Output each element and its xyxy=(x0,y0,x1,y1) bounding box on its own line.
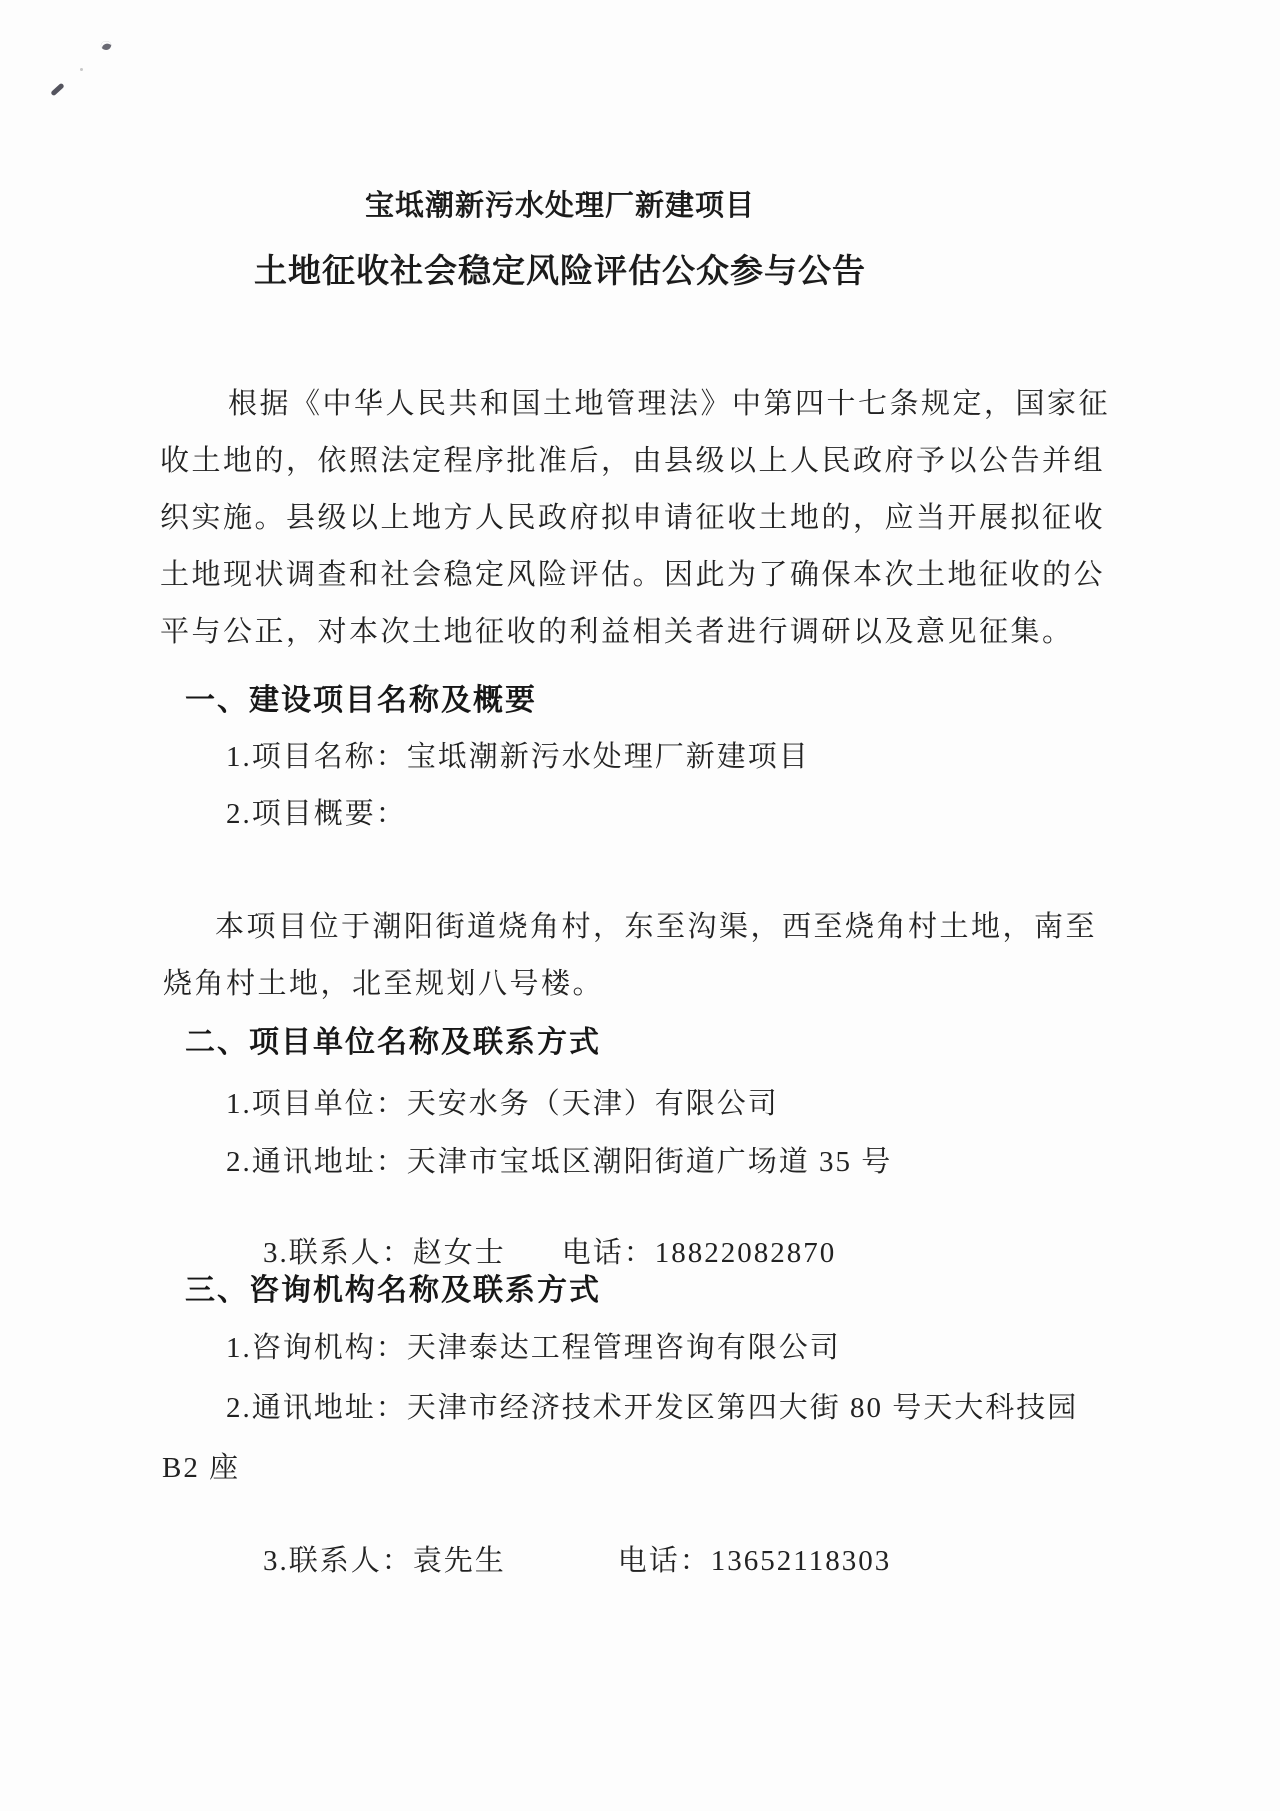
consultant-contact-person: 3.联系人：袁先生 xyxy=(263,1545,506,1578)
intro-line-1: 根据《中华人民共和国土地管理法》中第四十七条规定，国家征 xyxy=(228,388,1111,420)
ink-speck-icon xyxy=(80,68,83,71)
intro-line-5: 平与公正，对本次土地征收的利益相关者进行调研以及意见征集。 xyxy=(160,616,1074,648)
intro-line-4: 土地现状调查和社会稳定风险评估。因此为了确保本次土地征收的公 xyxy=(160,559,1106,591)
section-1-heading: 一、建设项目名称及概要 xyxy=(185,684,537,717)
intro-line-2: 收土地的，依照法定程序批准后，由县级以上人民政府予以公告并组 xyxy=(160,445,1106,477)
consultant-address-line-1: 2.通讯地址：天津市经济技术开发区第四大街 80 号天大科技园 xyxy=(226,1392,1079,1424)
section-2-heading: 二、项目单位名称及联系方式 xyxy=(185,1026,601,1059)
project-summary-line: 2.项目概要： xyxy=(226,798,407,830)
consultant-contact-phone: 电话：13652118303 xyxy=(617,1545,892,1578)
unit-address-line: 2.通讯地址：天津市宝坻区潮阳街道广场道 35 号 xyxy=(226,1146,893,1178)
consultant-name-line: 1.咨询机构：天津泰达工程管理咨询有限公司 xyxy=(226,1332,841,1364)
unit-contact-phone: 电话：18822082870 xyxy=(561,1237,837,1270)
project-unit-line: 1.项目单位：天安水务（天津）有限公司 xyxy=(226,1088,779,1120)
consultant-contact-line xyxy=(226,1512,891,1612)
document-title-line-1: 宝坻潮新污水处理厂新建项目 xyxy=(364,190,755,222)
unit-contact-person: 3.联系人：赵女士 xyxy=(263,1237,506,1270)
document-title-line-2: 土地征收社会稳定风险评估公众参与公告 xyxy=(254,254,866,290)
section-3-heading: 三、咨询机构名称及联系方式 xyxy=(185,1274,601,1307)
ink-speck-icon xyxy=(100,40,112,52)
project-name-line: 1.项目名称：宝坻潮新污水处理厂新建项目 xyxy=(226,741,810,773)
project-location-line-2: 烧角村土地，北至规划八号楼。 xyxy=(163,968,605,1000)
project-location-line-1: 本项目位于潮阳街道烧角村，东至沟渠，西至烧角村土地，南至 xyxy=(215,911,1098,943)
ink-speck-icon xyxy=(50,83,64,97)
consultant-address-line-2: B2 座 xyxy=(162,1452,241,1484)
intro-line-3: 织实施。县级以上地方人民政府拟申请征收土地的，应当开展拟征收 xyxy=(160,502,1106,534)
